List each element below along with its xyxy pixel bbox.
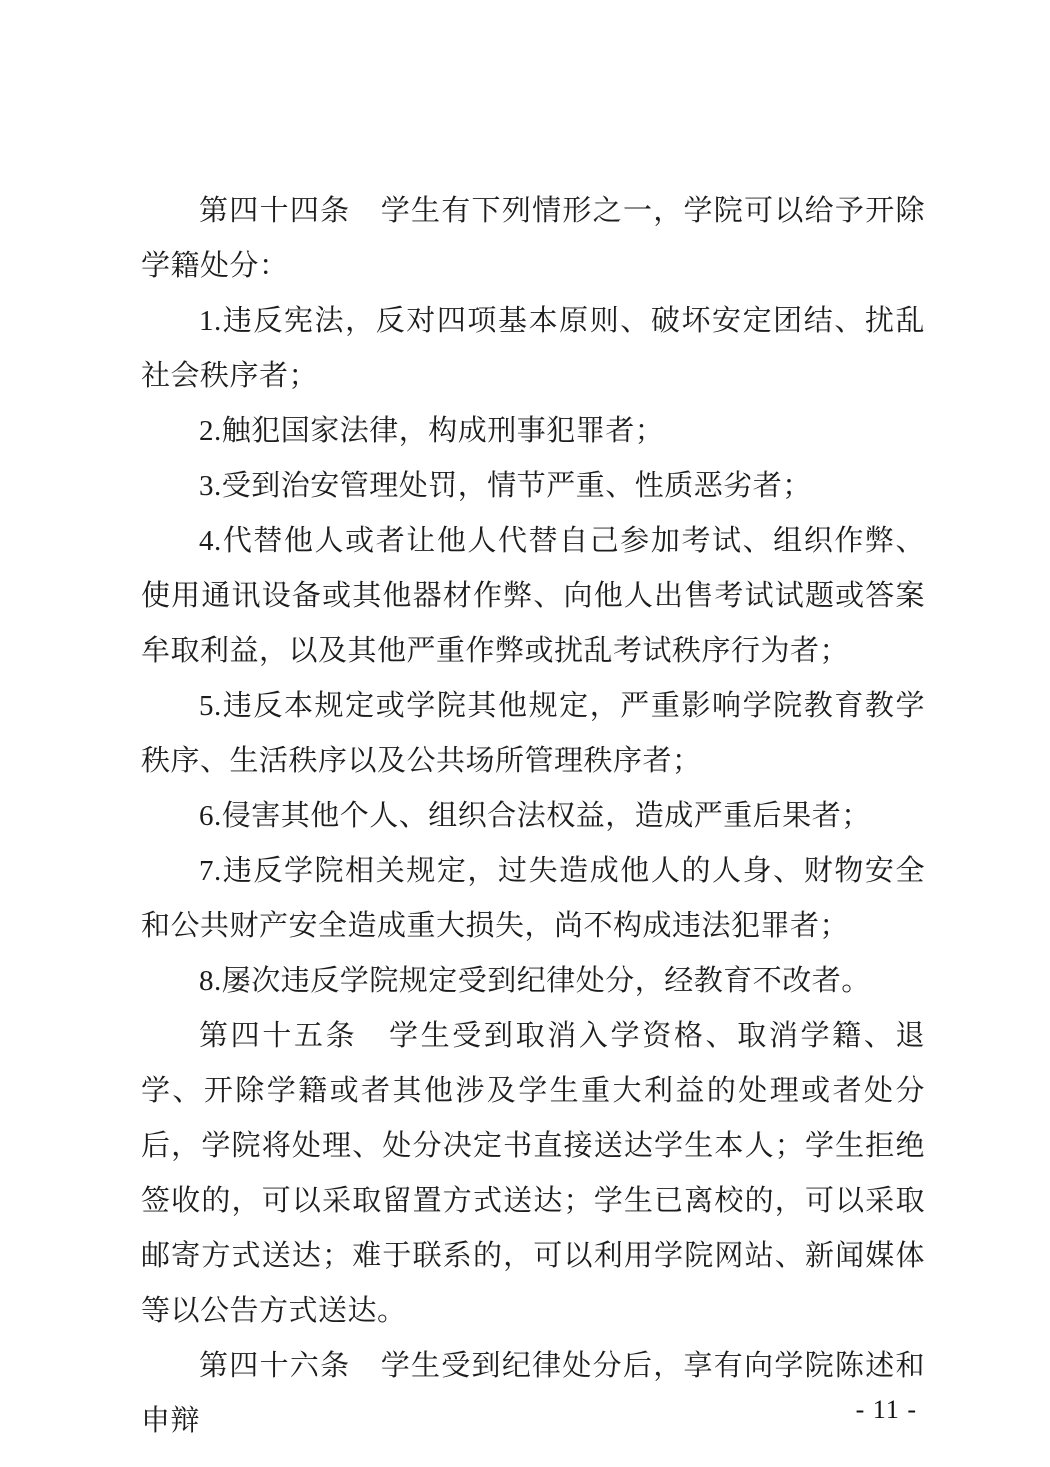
paragraph: 8.屡次违反学院规定受到纪律处分，经教育不改者。: [199, 965, 871, 997]
page-number: - 11 -: [855, 1395, 917, 1424]
paragraph: 6.侵害其他个人、组织合法权益，造成严重后果者；: [199, 800, 871, 832]
paragraph: 7.违反学院相关规定，过失造成他人的人身、财物安全和公共财产安全造成重大损失，尚不构成违法犯罪者；: [141, 855, 925, 942]
paragraph: 2.触犯国家法律，构成刑事犯罪者；: [199, 415, 665, 447]
paragraph: 第四十五条 学生受到取消入学资格、取消学籍、退学、开除学籍或者其他涉及学生重大利益的处理或者处分后，学院将处理、处分决定书直接送达学生本人；学生拒绝签收的，可以采取留置方式送达；学生已离校的，可以采取邮寄方式送达；难于联系的，可以利用学院网站、新闻媒体等以公告方式送达。: [141, 1020, 925, 1327]
paragraph: 1.违反宪法，反对四项基本原则、破坏安定团结、扰乱社会秩序者；: [141, 305, 925, 392]
paragraph: 4.代替他人或者让他人代替自己参加考试、组织作弊、使用通讯设备或其他器材作弊、向他人出售考试试题或答案牟取利益，以及其他严重作弊或扰乱考试秩序行为者；: [141, 525, 925, 667]
paragraph: 3.受到治安管理处罚，情节严重、性质恶劣者；: [199, 470, 812, 502]
paragraph: 5.违反本规定或学院其他规定，严重影响学院教育教学秩序、生活秩序以及公共场所管理秩序者；: [141, 690, 925, 777]
paragraph: 第四十四条 学生有下列情形之一，学院可以给予开除学籍处分：: [141, 195, 925, 282]
paragraph: 第四十六条 学生受到纪律处分后，享有向学院陈述和申辩: [141, 1350, 925, 1437]
document-body: [141, 184, 925, 1449]
